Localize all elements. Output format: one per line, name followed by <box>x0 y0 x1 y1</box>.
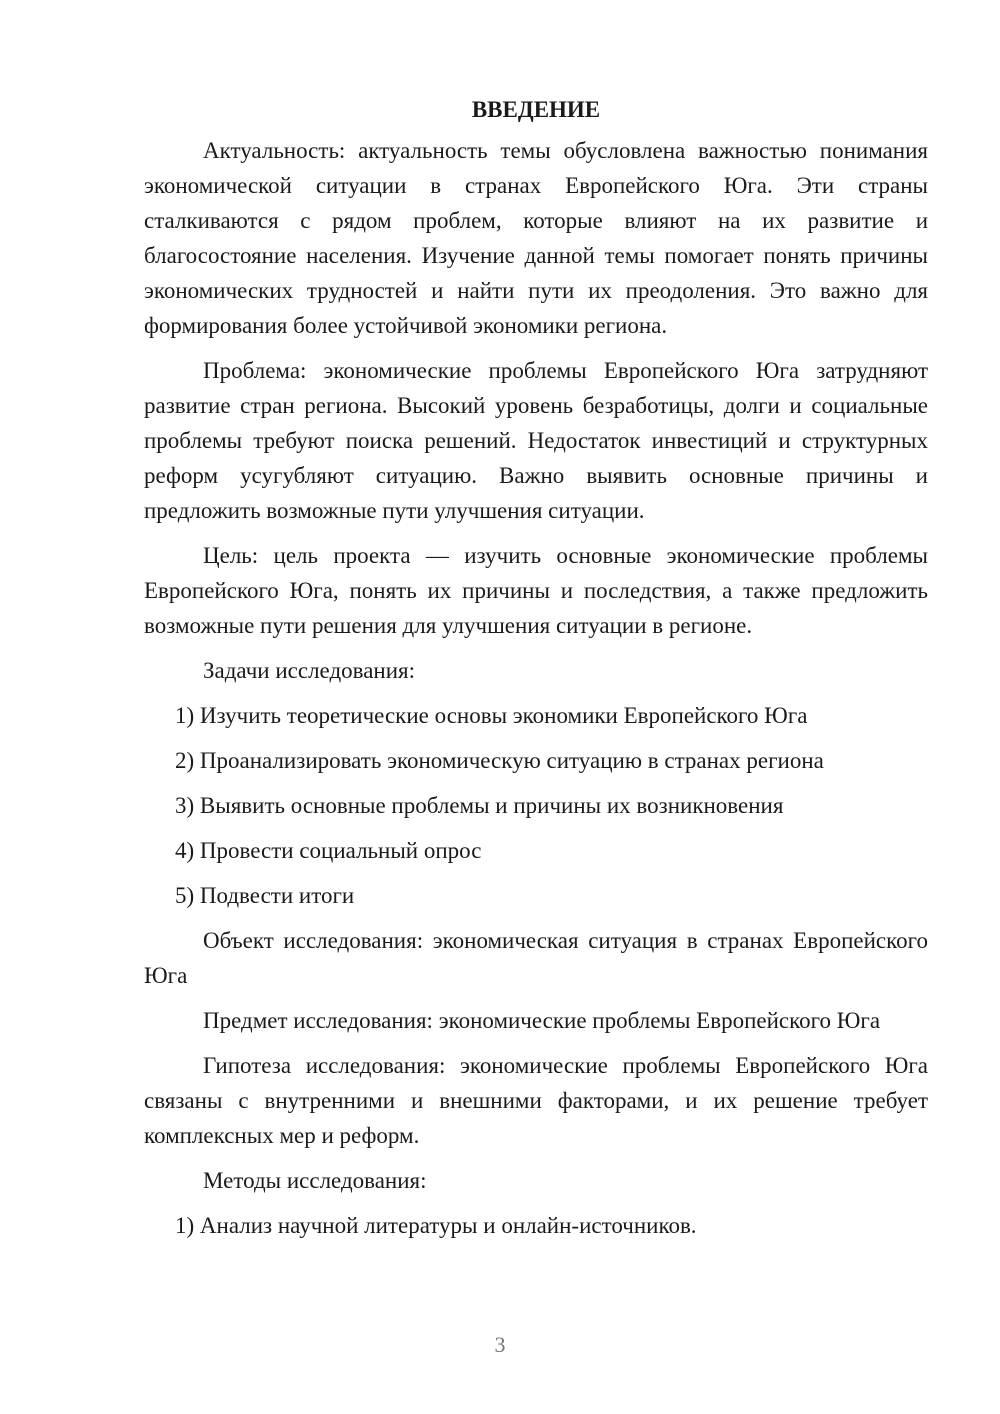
method-item: 1) Анализ научной литературы и онлайн-источников. <box>175 1213 697 1238</box>
task-item: 1) Изучить теоретические основы экономики Европейского Юга <box>175 703 808 728</box>
page-content <box>144 96 928 1253</box>
tasks-heading: Задачи исследования: <box>203 658 416 683</box>
paragraph-hypothesis: Гипотеза исследования: экономические проблемы Европейского Юга связаны с внутренними и внешними факторами, и их решение требует комплексных мер и реформ. <box>144 1053 928 1148</box>
section-title: ВВЕДЕНИЕ <box>471 97 601 122</box>
methods-heading: Методы исследования: <box>203 1168 427 1193</box>
paragraph-object: Объект исследования: экономическая ситуация в странах Европейского Юга <box>144 928 928 988</box>
task-item: 5) Подвести итоги <box>175 883 355 908</box>
task-item: 3) Выявить основные проблемы и причины их возникновения <box>175 793 784 818</box>
page-number: 3 <box>494 1332 506 1357</box>
paragraph-problem: Проблема: экономические проблемы Европейского Юга затрудняют развитие стран региона. Высокий уровень безработицы, долги и социальные проблемы требуют поиска решений. Недостаток инвестиций и структурных реформ усугубляют ситуацию. Важно выявить основные причины и предложить возможные пути улучшения ситуации. <box>144 358 928 523</box>
task-item: 2) Проанализировать экономическую ситуацию в странах региона <box>175 748 824 773</box>
paragraph-subject: Предмет исследования: экономические проблемы Европейского Юга <box>203 1008 881 1033</box>
task-item: 4) Провести социальный опрос <box>175 838 482 863</box>
paragraph-goal: Цель: цель проекта — изучить основные экономические проблемы Европейского Юга, понять их причины и последствия, а также предложить возможные пути решения для улучшения ситуации в регионе. <box>144 543 928 638</box>
paragraph-relevance: Актуальность: актуальность темы обусловлена важностью понимания экономической ситуации в странах Европейского Юга. Эти страны сталкиваются с рядом проблем, которые влияют на их развитие и благосостояние населения. Изучение данной темы помогает понять причины экономических трудностей и найти пути их преодоления. Это важно для формирования более устойчивой экономики региона. <box>144 138 928 338</box>
